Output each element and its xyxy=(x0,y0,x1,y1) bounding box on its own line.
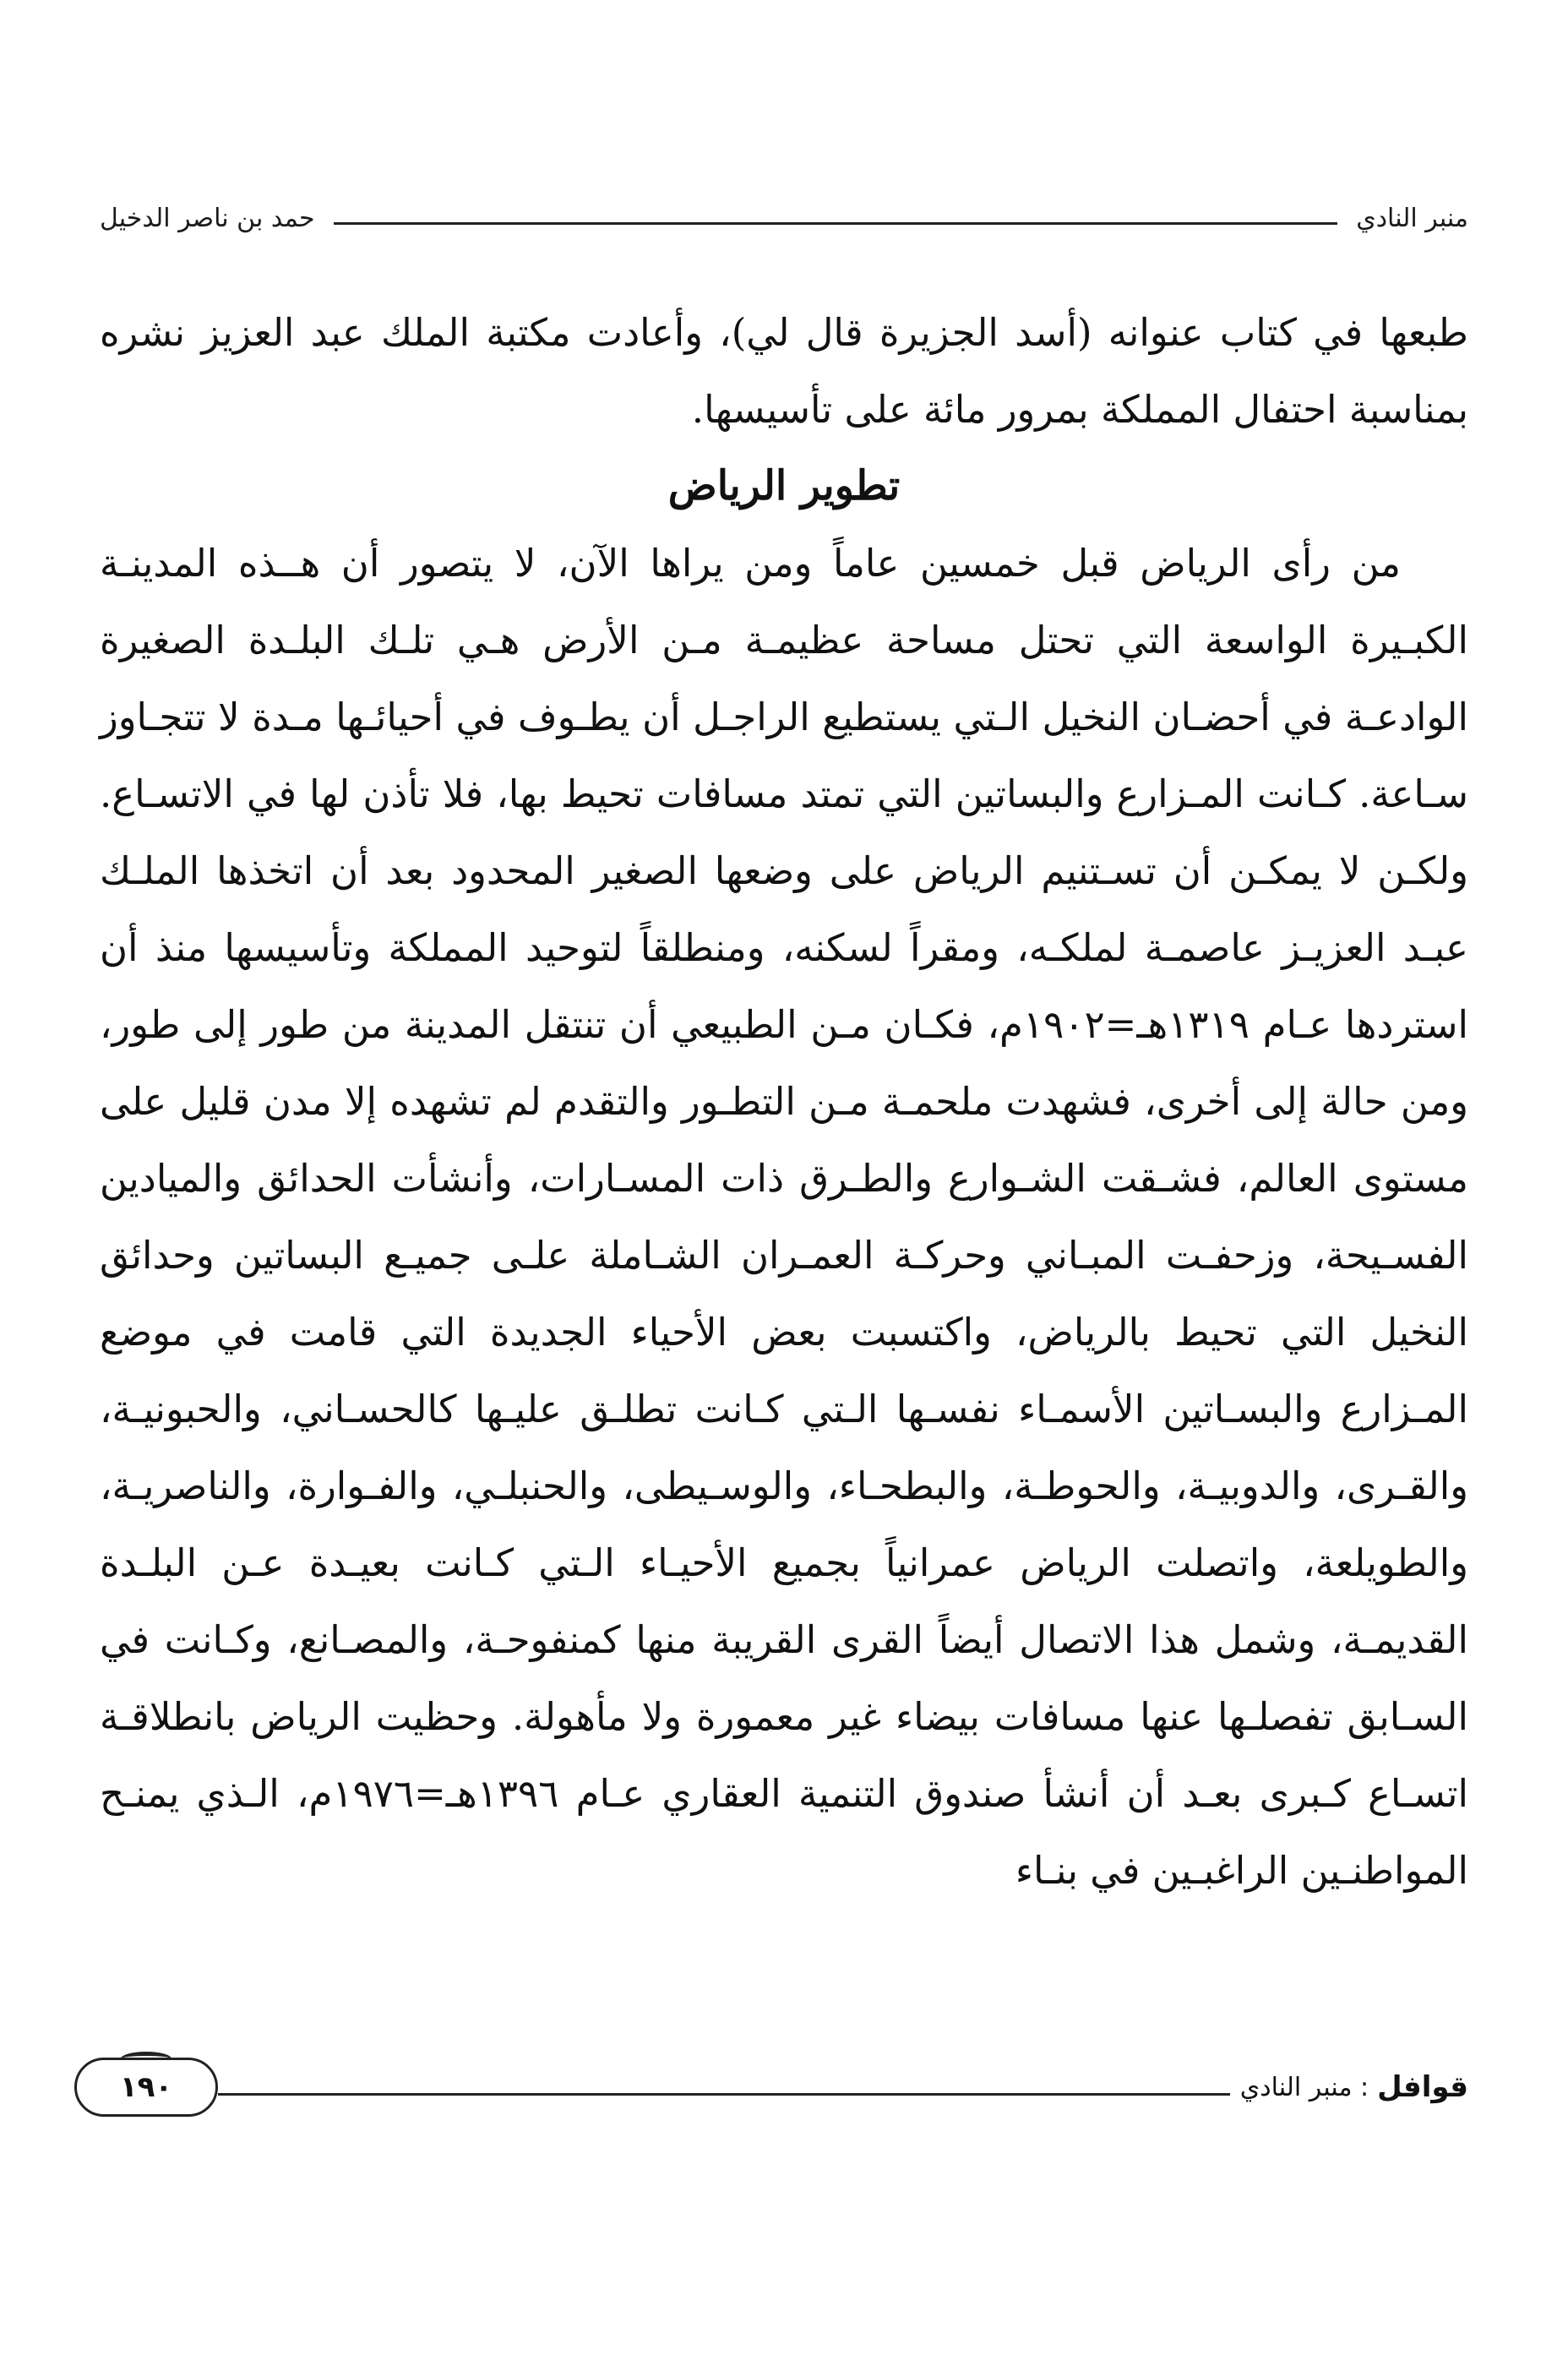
footer-journal-name: قوافل xyxy=(1377,2070,1468,2104)
section-heading: تطوير الرياض xyxy=(667,462,901,510)
page-number-badge xyxy=(74,2058,218,2117)
header-section-title: منبر النادي xyxy=(1356,203,1468,233)
paragraph-riyadh-development: من رأى الرياض قبل خمسين عاماً ومن يراها الآن، لا يتصور أن هــذه المدينـة الكبـيرة الواسعة التي تحتل مساحة عظيمـة مـن الأرض هـي تلـك البلـدة الصغيرة الوادعـة في أحضـان النخيل الـتي يستطيع الراجـل أن يطـوف في أحيائـها مـدة لا تتجـاوز سـاعة. كـانت المـزارع والبساتين التي تمتد مسافات تحيط بها، فلا تأذن لها في الاتسـاع. ولكـن لا يمكـن أن تسـتنيم الرياض على وضعها الصغير المحدود بعد أن اتخذها الملـك عبـد العزيـز عاصمـة لملكـه، ومقراً لسكنه، ومنطلقاً لتوحيد المملكة وتأسيسها منذ أن استردها عـام ١٣١٩هـ=١٩٠٢م، فكـان مـن الطبيعي أن تنتقل المدينة من طور إلى طور، ومن حالة إلى أخرى، فشهدت ملحمـة مـن التطـور والتقدم لم تشهده إلا مدن قليل على مستوى العالم، فشـقت الشـوارع والطـرق ذات المسـارات، وأنشأت الحدائق والميادين الفسـيحة، وزحفـت المبـاني وحركـة العمـران الشـاملة علـى جميـع البساتين وحدائق النخيل التي تحيط بالرياض، واكتسبت بعض الأحياء الجديدة التي قامت في موضع المـزارع والبسـاتين الأسمـاء نفسـها الـتي كـانت تطلـق عليـها كالحسـاني، والحبونيـة، والقـرى، والدوبيـة، والحوطـة، والبطحـاء، والوسـيطى، والحنبلـي، والفـوارة، والناصريـة، والطويلعة، واتصلت الرياض عمرانياً بجميع الأحيـاء الـتي كـانت بعيـدة عـن البلـدة القديمـة، وشمل هذا الاتصال أيضاً القرى القريبة منها كمنفوحـة، والمصـانع، وكـانت في السـابق تفصلـها عنها مسافات بيضاء غير معمورة ولا مأهولة. وحظيت الرياض بانطلاقـة اتسـاع كـبرى بعـد أن أنشأ صندوق التنمية العقاري عـام ١٣٩٦هـ=١٩٧٦م، الـذي يمنـح المواطنـين الراغبـين في بنـاء xyxy=(100,541,1469,1893)
body-text xyxy=(100,294,1468,1909)
page-number: ١٩٠ xyxy=(119,2070,173,2104)
scroll-ornament-icon xyxy=(121,2052,172,2066)
page-footer xyxy=(74,2053,1468,2121)
header-author: حمد بن ناصر الدخيل xyxy=(100,203,315,233)
paragraph-continued: طبعها في كتاب عنوانه (أسد الجزيرة قال لي)، وأعادت مكتبة الملك عبد العزيز نشره بمناسبة احتفال المملكة بمرور مائة على تأسيسها. xyxy=(100,310,1468,432)
header-rule xyxy=(334,222,1338,225)
running-header xyxy=(100,193,1468,243)
footer-section-name: : منبر النادي xyxy=(1239,2072,1369,2102)
footer-rule xyxy=(218,2093,1230,2096)
